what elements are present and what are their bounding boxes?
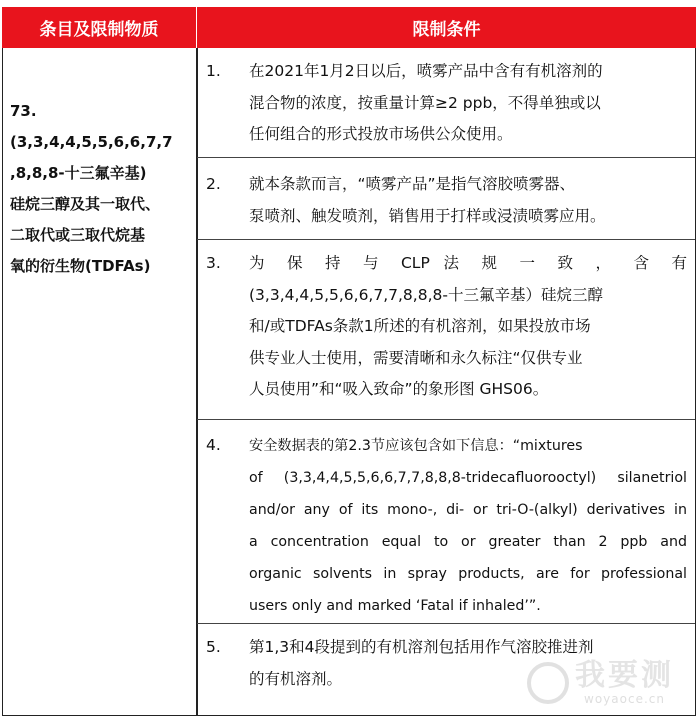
condition-line: 就本条款而言，“喷雾产品”是指气溶胶喷雾器、 xyxy=(249,175,576,193)
column-divider xyxy=(196,48,198,716)
condition-line: 供专业人士使用，需要清晰和永久标注“仅供专业 xyxy=(249,348,583,367)
condition-line: of (3,3,4,4,5,5,6,6,7,7,8,8,8-tridecafluorooctyl) silanetriol xyxy=(249,470,687,486)
condition-number: 4. xyxy=(206,436,221,454)
condition-number: 2. xyxy=(206,175,221,193)
substance-line: 氧的衍生物(TDFAs) xyxy=(10,257,151,275)
condition-line: organic solvents in spray products, are for professional xyxy=(249,566,687,582)
condition-line: 的有机溶剂。 xyxy=(249,669,343,688)
condition-line: 安全数据表的第2.3节应该包含如下信息：“mixtures xyxy=(249,438,583,454)
condition-line: 泵喷剂、触发喷剂，销售用于打样或浸渍喷雾应用。 xyxy=(249,206,606,225)
condition-line: 任何组合的形式投放市场供公众使用。 xyxy=(249,125,513,143)
header-substance: 条目及限制物质 xyxy=(2,7,197,48)
condition-line: 在2021年1月2日以后，喷雾产品中含有有机溶剂的 xyxy=(249,62,603,80)
watermark-logo-icon xyxy=(527,662,569,704)
row-divider xyxy=(197,157,695,158)
substance-line: 硅烷三醇及其一取代、 xyxy=(10,195,161,213)
condition-line: 第1,3和4段提到的有机溶剂包括用作气溶胶推进剂 xyxy=(249,638,594,656)
header-conditions: 限制条件 xyxy=(197,7,696,48)
watermark-text: 我要测 xyxy=(575,658,674,693)
condition-line: 混合物的浓度，按重量计算≥2 ppb，不得单独或以 xyxy=(249,93,601,112)
substance-line: (3,3,4,4,5,5,6,6,7,7 xyxy=(10,133,173,151)
watermark-url: woyaoce.cn xyxy=(584,692,665,706)
substance-line: 73. xyxy=(10,102,37,120)
substance-cell xyxy=(10,96,196,282)
condition-line: users only and marked ‘Fatal if inhaled’”. xyxy=(249,598,541,614)
condition-number: 1. xyxy=(206,62,221,80)
condition-number: 5. xyxy=(206,638,221,656)
row-divider xyxy=(197,623,695,624)
condition-line: a concentration equal to or greater than 2 ppb and xyxy=(249,534,687,550)
condition-line: (3,3,4,4,5,5,6,6,7,7,8,8,8-十三氟辛基）硅烷三醇 xyxy=(249,285,603,304)
substance-line: 二取代或三取代烷基 xyxy=(10,226,146,244)
watermark xyxy=(527,660,674,706)
condition-number: 3. xyxy=(206,254,221,272)
condition-line: 和/或TDFAs条款1所述的有机溶剂，如果投放市场 xyxy=(249,317,591,335)
condition-line: 为 保 持 与 CLP 法 规 一 致 ， 含 有 xyxy=(249,254,687,272)
row-divider xyxy=(197,239,695,240)
condition-line: 人员使用”和“吸入致命”的象形图 GHS06。 xyxy=(249,380,549,398)
row-divider xyxy=(197,419,695,420)
condition-line: and/or any of its mono-, di- or tri-O-(alkyl) derivatives in xyxy=(249,502,687,518)
substance-line: ,8,8,8-十三氟辛基) xyxy=(10,164,147,182)
